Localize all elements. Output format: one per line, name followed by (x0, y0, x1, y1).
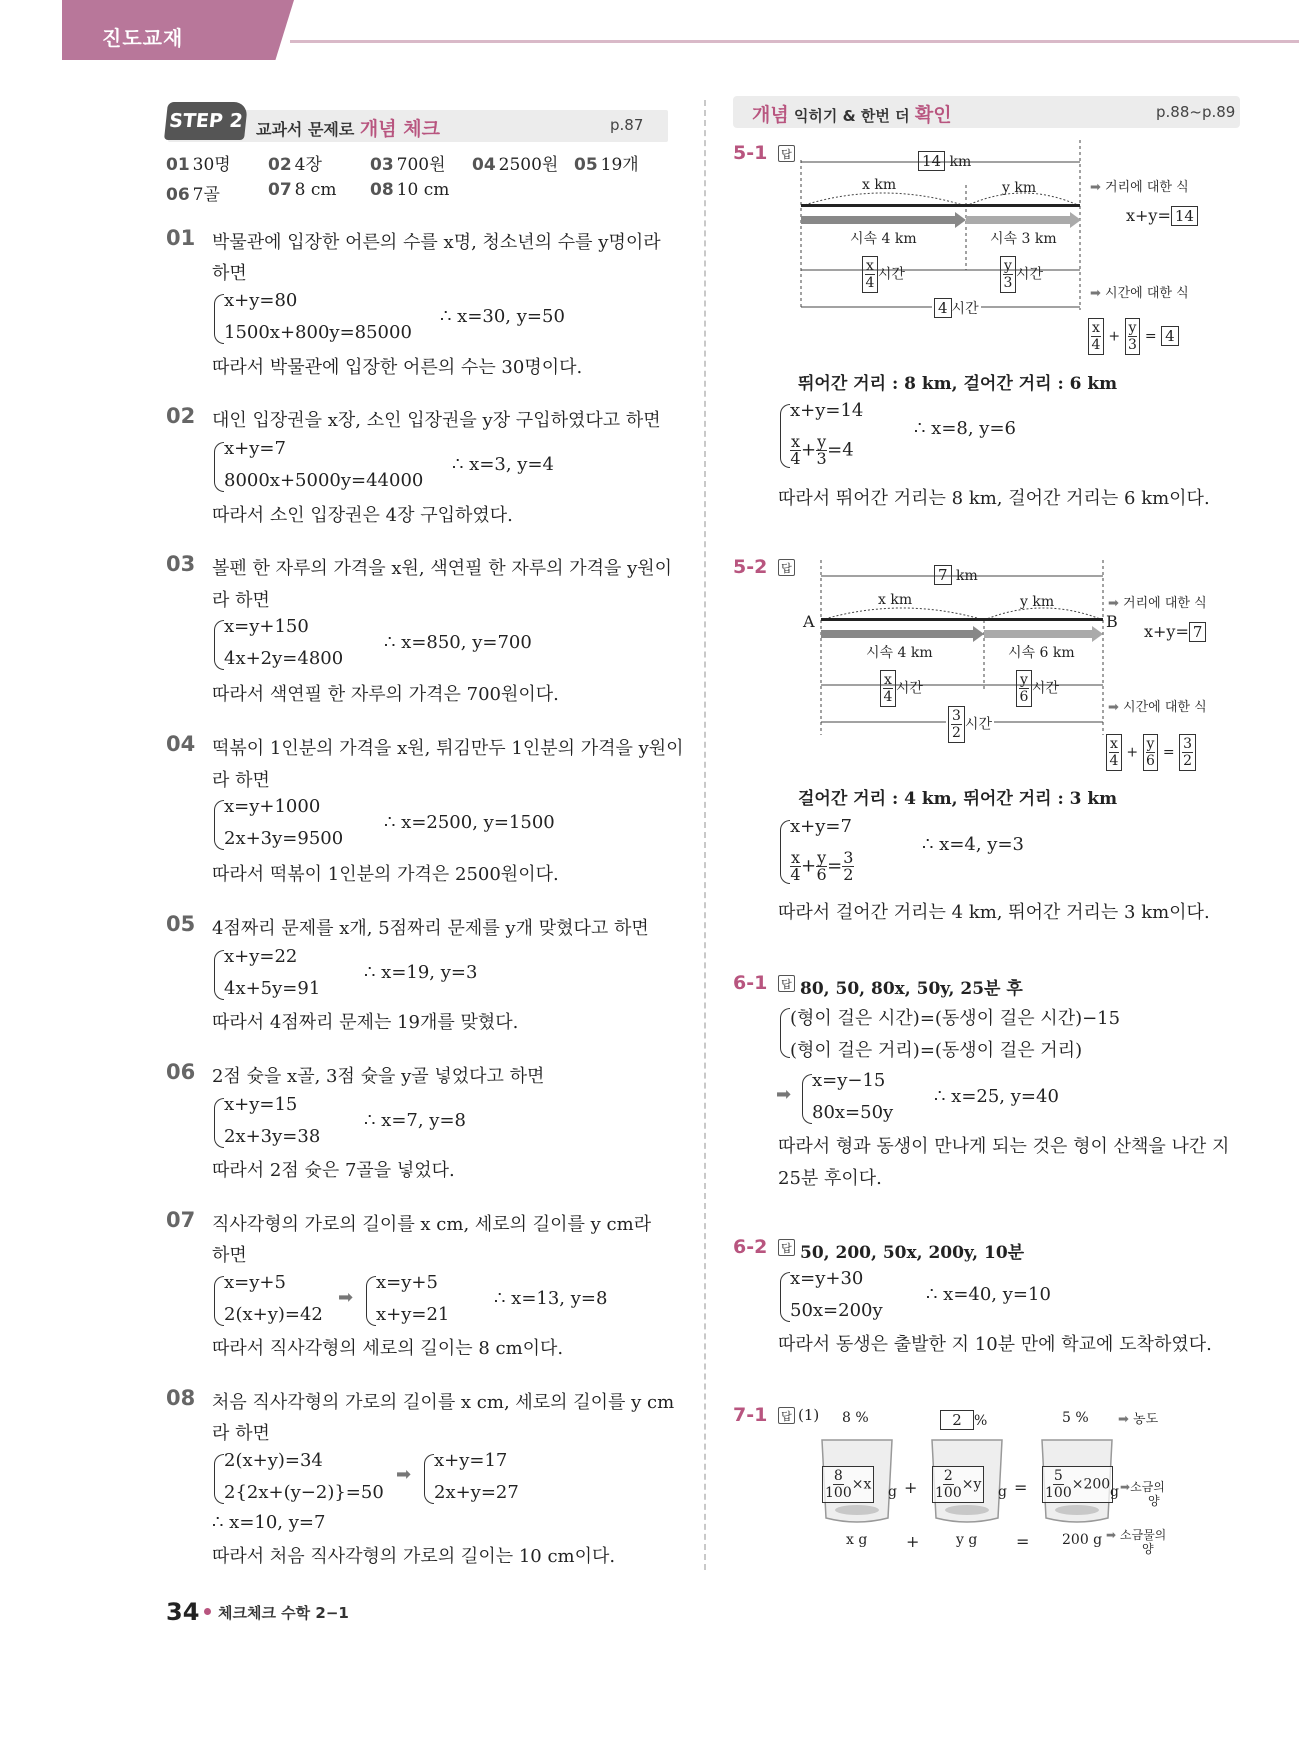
arrow-icon: ➡ (338, 1287, 354, 1308)
x-distance: x km (862, 177, 897, 193)
conclusion: 25분 후이다. (778, 1168, 882, 1189)
time-eq: $\frac{x}{4}$ + $\frac{y}{6}$ = $\frac{3}{2}$ (1106, 734, 1196, 771)
question-number: 5-2 (733, 556, 768, 578)
solution: ∴ x=30, y=50 (440, 306, 565, 327)
equation: x+y=7 (790, 816, 852, 837)
conclusion: 따라서 직사각형의 세로의 길이는 8 cm이다. (212, 1338, 564, 1359)
equation: x+y=17 (434, 1450, 508, 1471)
equation: $\frac{x}{4}$ + $\frac{y}{3}$ =4 (790, 432, 854, 468)
equation: 2(x+y)=42 (224, 1304, 323, 1325)
problem-text: 라 하면 (212, 770, 270, 791)
conclusion: 따라서 소인 입장권은 4장 구입하였다. (212, 505, 513, 526)
header-rule (290, 40, 1299, 43)
answer-07: 07 8 cm (268, 180, 337, 200)
problem-number: 01 (166, 226, 196, 250)
solution: ∴ x=8, y=6 (914, 418, 1017, 439)
system-brace (214, 800, 224, 850)
salt-amount-label: ➡소금의 양 (1120, 1480, 1165, 1508)
problem-number: 07 (166, 1208, 196, 1232)
salt-expr-1: $\frac{8}{100}$ ×x (822, 1466, 874, 1503)
equation: x+y=22 (224, 946, 298, 967)
distance-eq: x+y= 14 (1126, 206, 1198, 226)
solution: ∴ x=40, y=10 (926, 1284, 1051, 1305)
equation: x=y+5 (224, 1272, 286, 1293)
page-number: 34 (166, 1598, 200, 1626)
unit-g: g (998, 1484, 1007, 1500)
concept-page-ref: p.88~p.89 (1156, 103, 1236, 121)
plus-sign: + (904, 1478, 918, 1497)
conclusion: 따라서 4점짜리 문제는 19개를 맞혔다. (212, 1012, 519, 1033)
answer-mark-icon: 답 (778, 145, 795, 162)
problem-text: 처음 직사각형의 가로의 길이를 x cm, 세로의 길이를 y cm (212, 1392, 675, 1413)
speed-label: 시속 4 km (850, 231, 917, 247)
part-label: (1) (798, 1406, 820, 1424)
equation: $\frac{x}{4}$ + $\frac{y}{6}$ = $\frac{3}{2}$ (790, 848, 854, 884)
total-time: 4 시간 (932, 298, 981, 318)
equation: x=y−15 (812, 1070, 886, 1091)
system-brace (424, 1454, 434, 1504)
answer-6-2: 50, 200, 50x, 200y, 10분 (800, 1243, 1025, 1263)
distance-eq-label: ➡ 거리에 대한 식 (1090, 180, 1189, 195)
equation: 80x=50y (812, 1102, 894, 1123)
step2-page-ref: p.87 (610, 116, 644, 134)
equation: 2(x+y)=34 (224, 1450, 323, 1471)
answer-mark-icon: 답 (778, 559, 795, 576)
answer-6-1: 80, 50, 80x, 50y, 25분 후 (800, 979, 1023, 999)
system-brace (780, 1272, 790, 1322)
concept-header-title: 개념 익히기 & 한번 더 확인 (752, 104, 952, 126)
speed-label: 시속 4 km (866, 645, 933, 661)
concentration-3: 5 % (1062, 1410, 1089, 1426)
equation: 1500x+800y=85000 (224, 322, 412, 343)
solution: ∴ x=2500, y=1500 (384, 812, 555, 833)
time-y: $\frac{y}{6}$ 시간 (1016, 670, 1059, 707)
question-number: 6-1 (733, 972, 768, 994)
system-brace (780, 404, 790, 468)
answer-05: 05 19개 (574, 155, 639, 175)
system-brace (214, 1276, 224, 1326)
time-eq-label: ➡ 시간에 대한 식 (1108, 700, 1207, 715)
time-x: $\frac{x}{4}$ 시간 (862, 256, 905, 293)
equation: 2x+3y=9500 (224, 828, 344, 849)
column-divider (704, 100, 706, 1570)
problem-text: 대인 입장권을 x장, 소인 입장권을 y장 구입하였다고 하면 (212, 410, 661, 431)
equation: 8000x+5000y=44000 (224, 470, 424, 491)
equation: x+y=80 (224, 290, 298, 311)
problem-text: 하면 (212, 263, 247, 284)
answer-5-2: 걸어간 거리 : 4 km, 뛰어간 거리 : 3 km (798, 789, 1118, 809)
unit-g: g (888, 1484, 897, 1500)
solution: ∴ x=850, y=700 (384, 632, 532, 653)
equation: 4x+5y=91 (224, 978, 321, 999)
arrow-icon: ➡ (396, 1464, 412, 1485)
mass-3: 200 g (1062, 1532, 1103, 1548)
system-brace (214, 950, 224, 1000)
unit-g: g (1110, 1484, 1119, 1500)
conclusion: 따라서 처음 직사각형의 가로의 길이는 10 cm이다. (212, 1546, 616, 1567)
system-brace (214, 442, 224, 492)
answer-03: 03 700원 (370, 155, 446, 175)
answer-01: 01 30명 (166, 155, 231, 175)
distance-eq: x+y= 7 (1144, 622, 1206, 642)
system-brace (214, 620, 224, 670)
word-equation: (형이 걸은 거리)=(동생이 걸은 거리) (790, 1040, 1083, 1061)
solution: ∴ x=19, y=3 (364, 962, 478, 983)
solution: ∴ x=3, y=4 (452, 454, 555, 475)
problem-number: 03 (166, 552, 196, 576)
conclusion: 따라서 떡볶이 1인분의 가격은 2500원이다. (212, 864, 559, 885)
conclusion: 따라서 뛰어간 거리는 8 km, 걸어간 거리는 6 km이다. (778, 488, 1210, 509)
equation: 50x=200y (790, 1300, 883, 1321)
problem-number: 08 (166, 1386, 196, 1410)
system-brace (780, 820, 790, 884)
conclusion: 따라서 박물관에 입장한 어른의 수는 30명이다. (212, 357, 583, 378)
problem-text: 라 하면 (212, 590, 270, 611)
system-brace (802, 1074, 812, 1124)
solution-amount-label: ➡ 소금물의 양 (1106, 1528, 1167, 1556)
speed-label: 시속 6 km (1008, 645, 1075, 661)
total-distance: 14 km (918, 151, 971, 171)
word-equation: (형이 걸은 시간)=(동생이 걸은 시간)−15 (790, 1008, 1121, 1029)
time-x: $\frac{x}{4}$ 시간 (880, 670, 923, 707)
equation: x=y+1000 (224, 796, 321, 817)
answer-5-1: 뛰어간 거리 : 8 km, 걸어간 거리 : 6 km (798, 374, 1118, 394)
salt-expr-3: $\frac{5}{100}$ ×200 (1042, 1466, 1113, 1503)
equation: x=y+5 (376, 1272, 438, 1293)
system-brace (366, 1276, 376, 1326)
y-distance: y km (1002, 180, 1037, 196)
answer-mark-icon: 답 (778, 1239, 795, 1256)
problem-text: 하면 (212, 1245, 247, 1266)
question-number: 6-2 (733, 1236, 768, 1258)
x-distance: x km (878, 592, 913, 608)
point-a: A (803, 612, 815, 631)
system-brace (214, 1454, 224, 1504)
time-eq: $\frac{x}{4}$ + $\frac{y}{3}$ = 4 (1088, 318, 1179, 355)
salt-expr-2: $\frac{2}{100}$ ×y (932, 1466, 984, 1503)
answer-02: 02 4장 (268, 155, 322, 175)
equation: 2x+y=27 (434, 1482, 519, 1503)
equation: 4x+2y=4800 (224, 648, 344, 669)
problem-text: 박물관에 입장한 어른의 수를 x명, 청소년의 수를 y명이라 (212, 232, 661, 253)
solution: ∴ x=10, y=7 (212, 1512, 326, 1533)
step2-title: 교과서 문제로 개념 체크 (256, 118, 440, 140)
equals-sign: = (1014, 1478, 1028, 1497)
problem-text: 떡볶이 1인분의 가격을 x원, 튀김만두 1인분의 가격을 y원이 (212, 738, 684, 759)
distance-eq-label: ➡ 거리에 대한 식 (1108, 596, 1207, 611)
conclusion: 따라서 색연필 한 자루의 가격은 700원이다. (212, 684, 559, 705)
equation: x=y+30 (790, 1268, 864, 1289)
solution: ∴ x=25, y=40 (934, 1086, 1059, 1107)
conclusion: 따라서 걸어간 거리는 4 km, 뛰어간 거리는 3 km이다. (778, 902, 1210, 923)
total-time: $\frac{3}{2}$ 시간 (946, 706, 994, 743)
equals-sign: = (1016, 1532, 1030, 1551)
book-title: 체크체크 수학 2−1 (218, 1604, 349, 1622)
conclusion: 따라서 형과 동생이 만나게 되는 것은 형이 산책을 나간 지 (778, 1136, 1230, 1157)
equation: x+y=7 (224, 438, 286, 459)
conclusion: 따라서 2점 슛은 7골을 넣었다. (212, 1160, 455, 1181)
problem-number: 02 (166, 404, 196, 428)
system-brace (214, 1098, 224, 1148)
y-distance: y km (1020, 594, 1055, 610)
answer-06: 06 7골 (166, 185, 220, 205)
problem-number: 05 (166, 912, 196, 936)
mass-2: y g (956, 1532, 978, 1548)
problem-text: 2점 슛을 x골, 3점 슛을 y골 넣었다고 하면 (212, 1066, 545, 1087)
time-y: $\frac{y}{3}$ 시간 (1000, 256, 1043, 293)
speed-label: 시속 3 km (990, 231, 1057, 247)
problem-number: 06 (166, 1060, 196, 1084)
footer-dot (204, 1608, 211, 1615)
total-distance: 7 km (934, 565, 978, 585)
answer-mark-icon: 답 (778, 975, 795, 992)
problem-number: 04 (166, 732, 196, 756)
equation: x+y=21 (376, 1304, 450, 1325)
problem-text: 직사각형의 가로의 길이를 x cm, 세로의 길이를 y cm라 (212, 1214, 652, 1235)
equation: 2{2x+(y−2)}=50 (224, 1482, 384, 1503)
problem-text: 라 하면 (212, 1423, 270, 1444)
question-number: 7-1 (733, 1404, 768, 1426)
solution: ∴ x=4, y=3 (922, 834, 1025, 855)
question-number: 5-1 (733, 142, 768, 164)
solution: ∴ x=7, y=8 (364, 1110, 467, 1131)
problem-text: 볼펜 한 자루의 가격을 x원, 색연필 한 자루의 가격을 y원이 (212, 558, 673, 579)
concentration-1: 8 % (842, 1410, 869, 1426)
time-eq-label: ➡ 시간에 대한 식 (1090, 286, 1189, 301)
equation: x+y=14 (790, 400, 864, 421)
plus-sign: + (906, 1532, 920, 1551)
solution: ∴ x=13, y=8 (494, 1288, 608, 1309)
step2-badge: STEP 2 (164, 102, 248, 140)
system-brace (780, 1008, 790, 1058)
equation: x+y=15 (224, 1094, 298, 1115)
answer-04: 04 2500원 (472, 155, 559, 175)
system-brace (214, 294, 224, 344)
answer-mark-icon: 답 (778, 1407, 795, 1424)
equation: x=y+150 (224, 616, 309, 637)
chapter-tab-label: 진도교재 (102, 26, 184, 50)
arrow-icon: ➡ (776, 1084, 792, 1105)
concentration-label: ➡ 농도 (1118, 1412, 1159, 1427)
mass-1: x g (846, 1532, 868, 1548)
problem-text: 4점짜리 문제를 x개, 5점짜리 문제를 y개 맞혔다고 하면 (212, 918, 649, 939)
concentration-2: 2 % (940, 1410, 987, 1430)
equation: 2x+3y=38 (224, 1126, 321, 1147)
answer-08: 08 10 cm (370, 180, 450, 200)
point-b: B (1106, 612, 1118, 631)
conclusion: 따라서 동생은 출발한 지 10분 만에 학교에 도착하였다. (778, 1334, 1212, 1355)
